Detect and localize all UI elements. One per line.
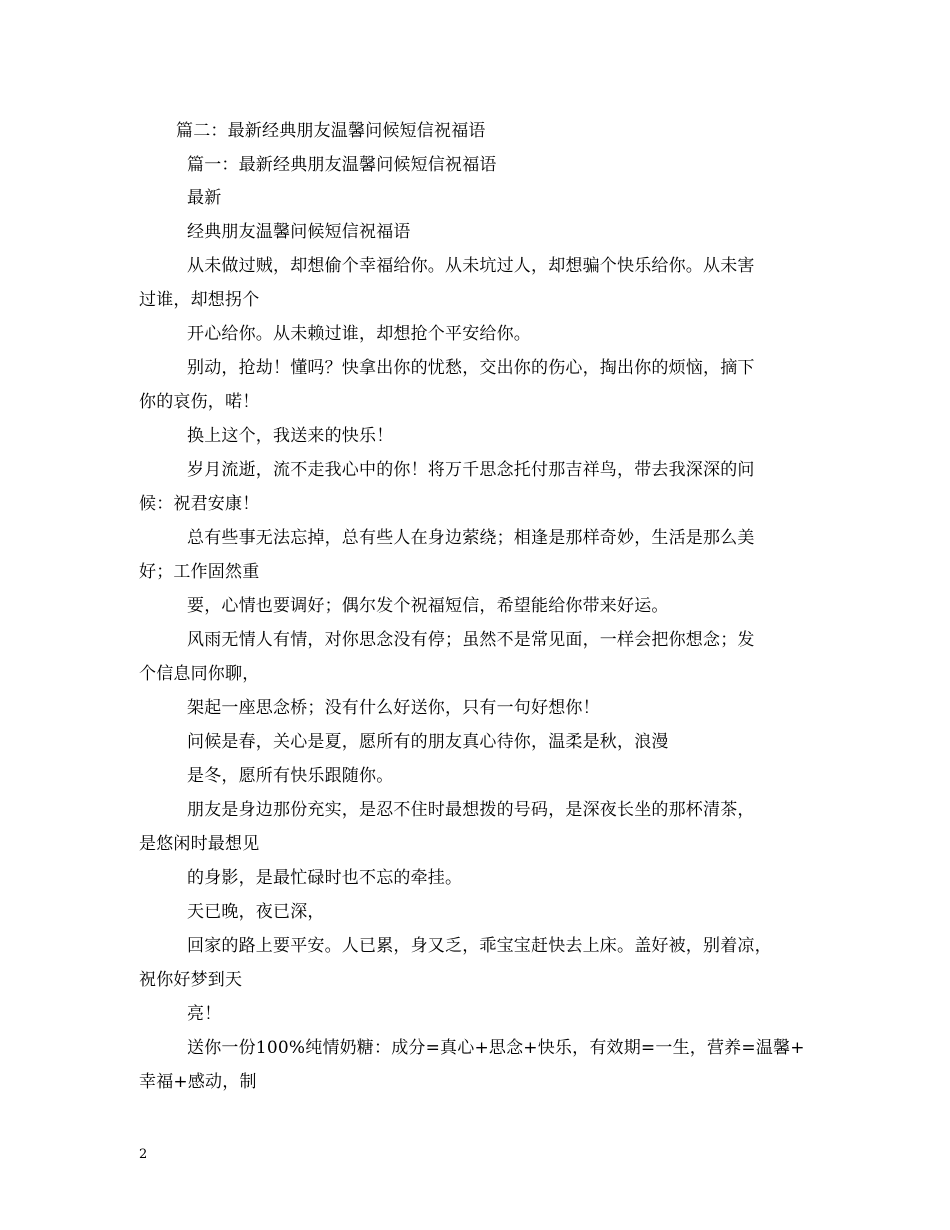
paragraph-line: 岁月流逝，流不走我心中的你！将万千思念托付那吉祥鸟，带去我深深的问 — [187, 460, 755, 480]
paragraph-line: 天已晚，夜已深， — [187, 902, 325, 922]
paragraph-line: 好；工作固然重 — [139, 562, 260, 582]
paragraph-line: 换上这个，我送来的快乐！ — [187, 426, 394, 446]
paragraph-line: 要，心情也要调好；偶尔发个祝福短信，希望能给你带来好运。 — [187, 596, 669, 616]
paragraph-line: 是冬，愿所有快乐跟随你。 — [187, 766, 394, 786]
paragraph-line: 架起一座思念桥；没有什么好送你，只有一句好想你！ — [187, 698, 600, 718]
heading-part-one: 篇一：最新经典朋友温馨问候短信祝福语 — [187, 155, 497, 175]
paragraph-line: 个信息同你聊， — [139, 664, 260, 684]
paragraph-line: 总有些事无法忘掉，总有些人在身边萦绕；相逢是那样奇妙，生活是那么美 — [187, 528, 755, 548]
paragraph-line: 幸福+感动，制 — [139, 1072, 257, 1092]
paragraph-line: 是悠闲时最想见 — [139, 834, 260, 854]
paragraph-line: 亮！ — [187, 1004, 222, 1024]
paragraph-line: 的身影，是最忙碌时也不忘的牵挂。 — [187, 868, 463, 888]
paragraph-line: 风雨无情人有情，对你思念没有停；虽然不是常见面，一样会把你想念；发 — [187, 630, 755, 650]
title-line-1: 最新 — [187, 188, 222, 208]
paragraph-line: 别动，抢劫！懂吗？快拿出你的忧愁，交出你的伤心，掏出你的烦恼，摘下 — [187, 358, 755, 378]
heading-part-two: 篇二：最新经典朋友温馨问候短信祝福语 — [176, 121, 486, 141]
paragraph-line: 你的哀伤，喏！ — [139, 392, 260, 412]
paragraph-line: 祝你好梦到天 — [139, 970, 243, 990]
paragraph-line: 朋友是身边那份充实，是忍不住时最想拨的号码，是深夜长坐的那杯清茶， — [187, 800, 755, 820]
paragraph-line: 回家的路上要平安。人已累，身又乏，乖宝宝赶快去上床。盖好被，别着凉， — [187, 936, 772, 956]
title-line-2: 经典朋友温馨问候短信祝福语 — [187, 222, 411, 242]
paragraph-line: 过谁，却想拐个 — [139, 290, 260, 310]
page-number: 2 — [139, 1147, 148, 1162]
paragraph-line: 候：祝君安康！ — [139, 494, 260, 514]
paragraph-line: 从未做过贼，却想偷个幸福给你。从未坑过人，却想骗个快乐给你。从未害 — [187, 256, 755, 276]
paragraph-line: 开心给你。从未赖过谁，却想抢个平安给你。 — [187, 324, 531, 344]
paragraph-line: 送你一份100%纯情奶糖：成分=真心+思念+快乐，有效期=一生，营养=温馨+ — [187, 1038, 805, 1058]
paragraph-line: 问候是春，关心是夏，愿所有的朋友真心待你，温柔是秋，浪漫 — [187, 732, 669, 752]
